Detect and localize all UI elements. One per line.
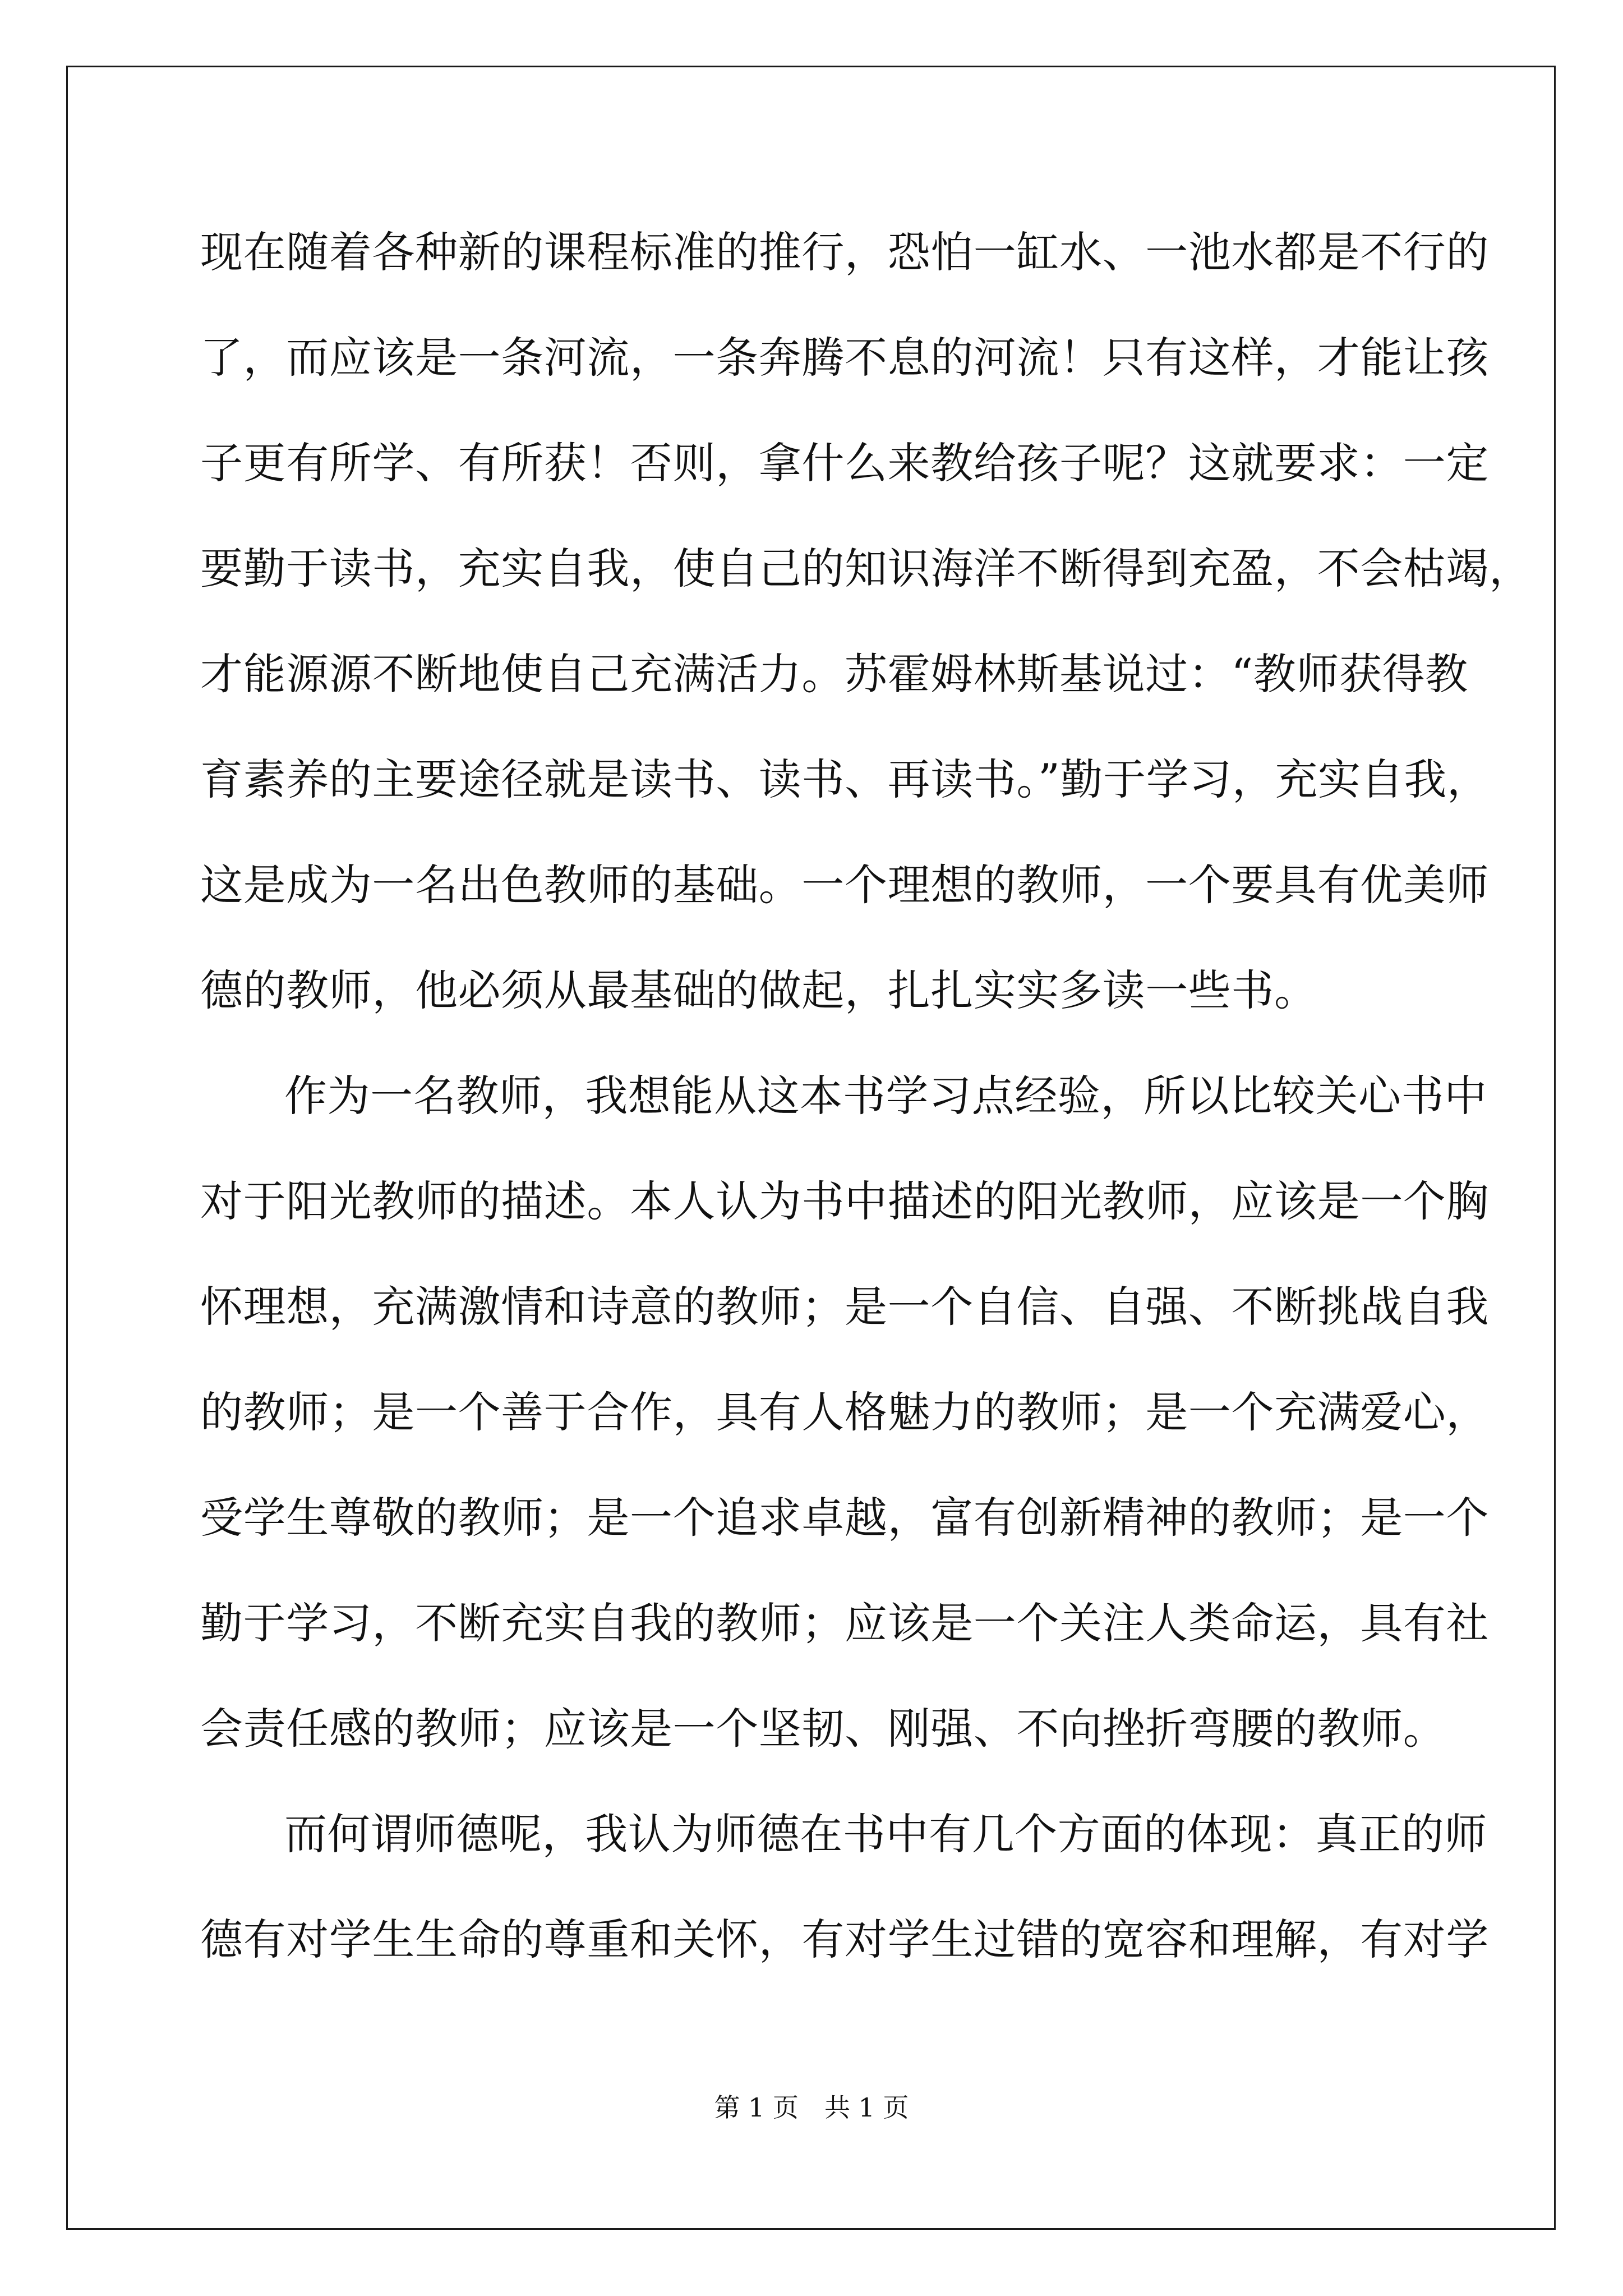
- text-line: 了，而应该是一条河流，一条奔腾不息的河流！只有这样，才能让孩: [200, 333, 1489, 383]
- text-line: 子更有所学、有所获！否则，拿什么来教给孩子呢？这就要求：一定: [200, 438, 1489, 488]
- text-line: 现在随着各种新的课程标准的推行，恐怕一缸水、一池水都是不行的: [200, 227, 1489, 277]
- text-line: 勤于学习，不断充实自我的教师；应该是一个关注人类命运，具有社: [200, 1598, 1489, 1648]
- page-number-footer: 第 1 页 共 1 页: [714, 2092, 909, 2123]
- text-line: 会责任感的教师；应该是一个坚韧、刚强、不向挫折弯腰的教师。: [200, 1704, 1446, 1754]
- text-line: 的教师；是一个善于合作，具有人格魅力的教师；是一个充满爱心，: [200, 1387, 1489, 1437]
- text-line: 育素养的主要途径就是读书、读书、再读书。”勤于学习，充实自我，: [200, 754, 1490, 804]
- text-line: 受学生尊敬的教师；是一个追求卓越，富有创新精神的教师；是一个: [200, 1493, 1489, 1543]
- text-line: 怀理想，充满激情和诗意的教师；是一个自信、自强、不断挑战自我: [200, 1282, 1489, 1332]
- text-line: 德的教师，他必须从最基础的做起，扎扎实实多读一些书。: [200, 965, 1317, 1015]
- text-line: 德有对学生生命的尊重和关怀，有对学生过错的宽容和理解，有对学: [200, 1915, 1489, 1964]
- text-line: 对于阳光教师的描述。本人认为书中描述的阳光教师，应该是一个胸: [200, 1176, 1489, 1226]
- text-line: 才能源源不断地使自己充满活力。苏霍姆林斯基说过：“教师获得教: [200, 649, 1468, 699]
- text-line: 要勤于读书，充实自我，使自己的知识海洋不断得到充盈，不会枯竭，: [200, 544, 1532, 593]
- paragraph-start-line: 而何谓师德呢，我认为师德在书中有几个方面的体现：真正的师: [284, 1809, 1487, 1859]
- paragraph-start-line: 作为一名教师，我想能从这本书学习点经验，所以比较关心书中: [284, 1071, 1487, 1121]
- text-line: 这是成为一名出色教师的基础。一个理想的教师，一个要具有优美师: [200, 860, 1489, 910]
- document-body: [200, 210, 1532, 2003]
